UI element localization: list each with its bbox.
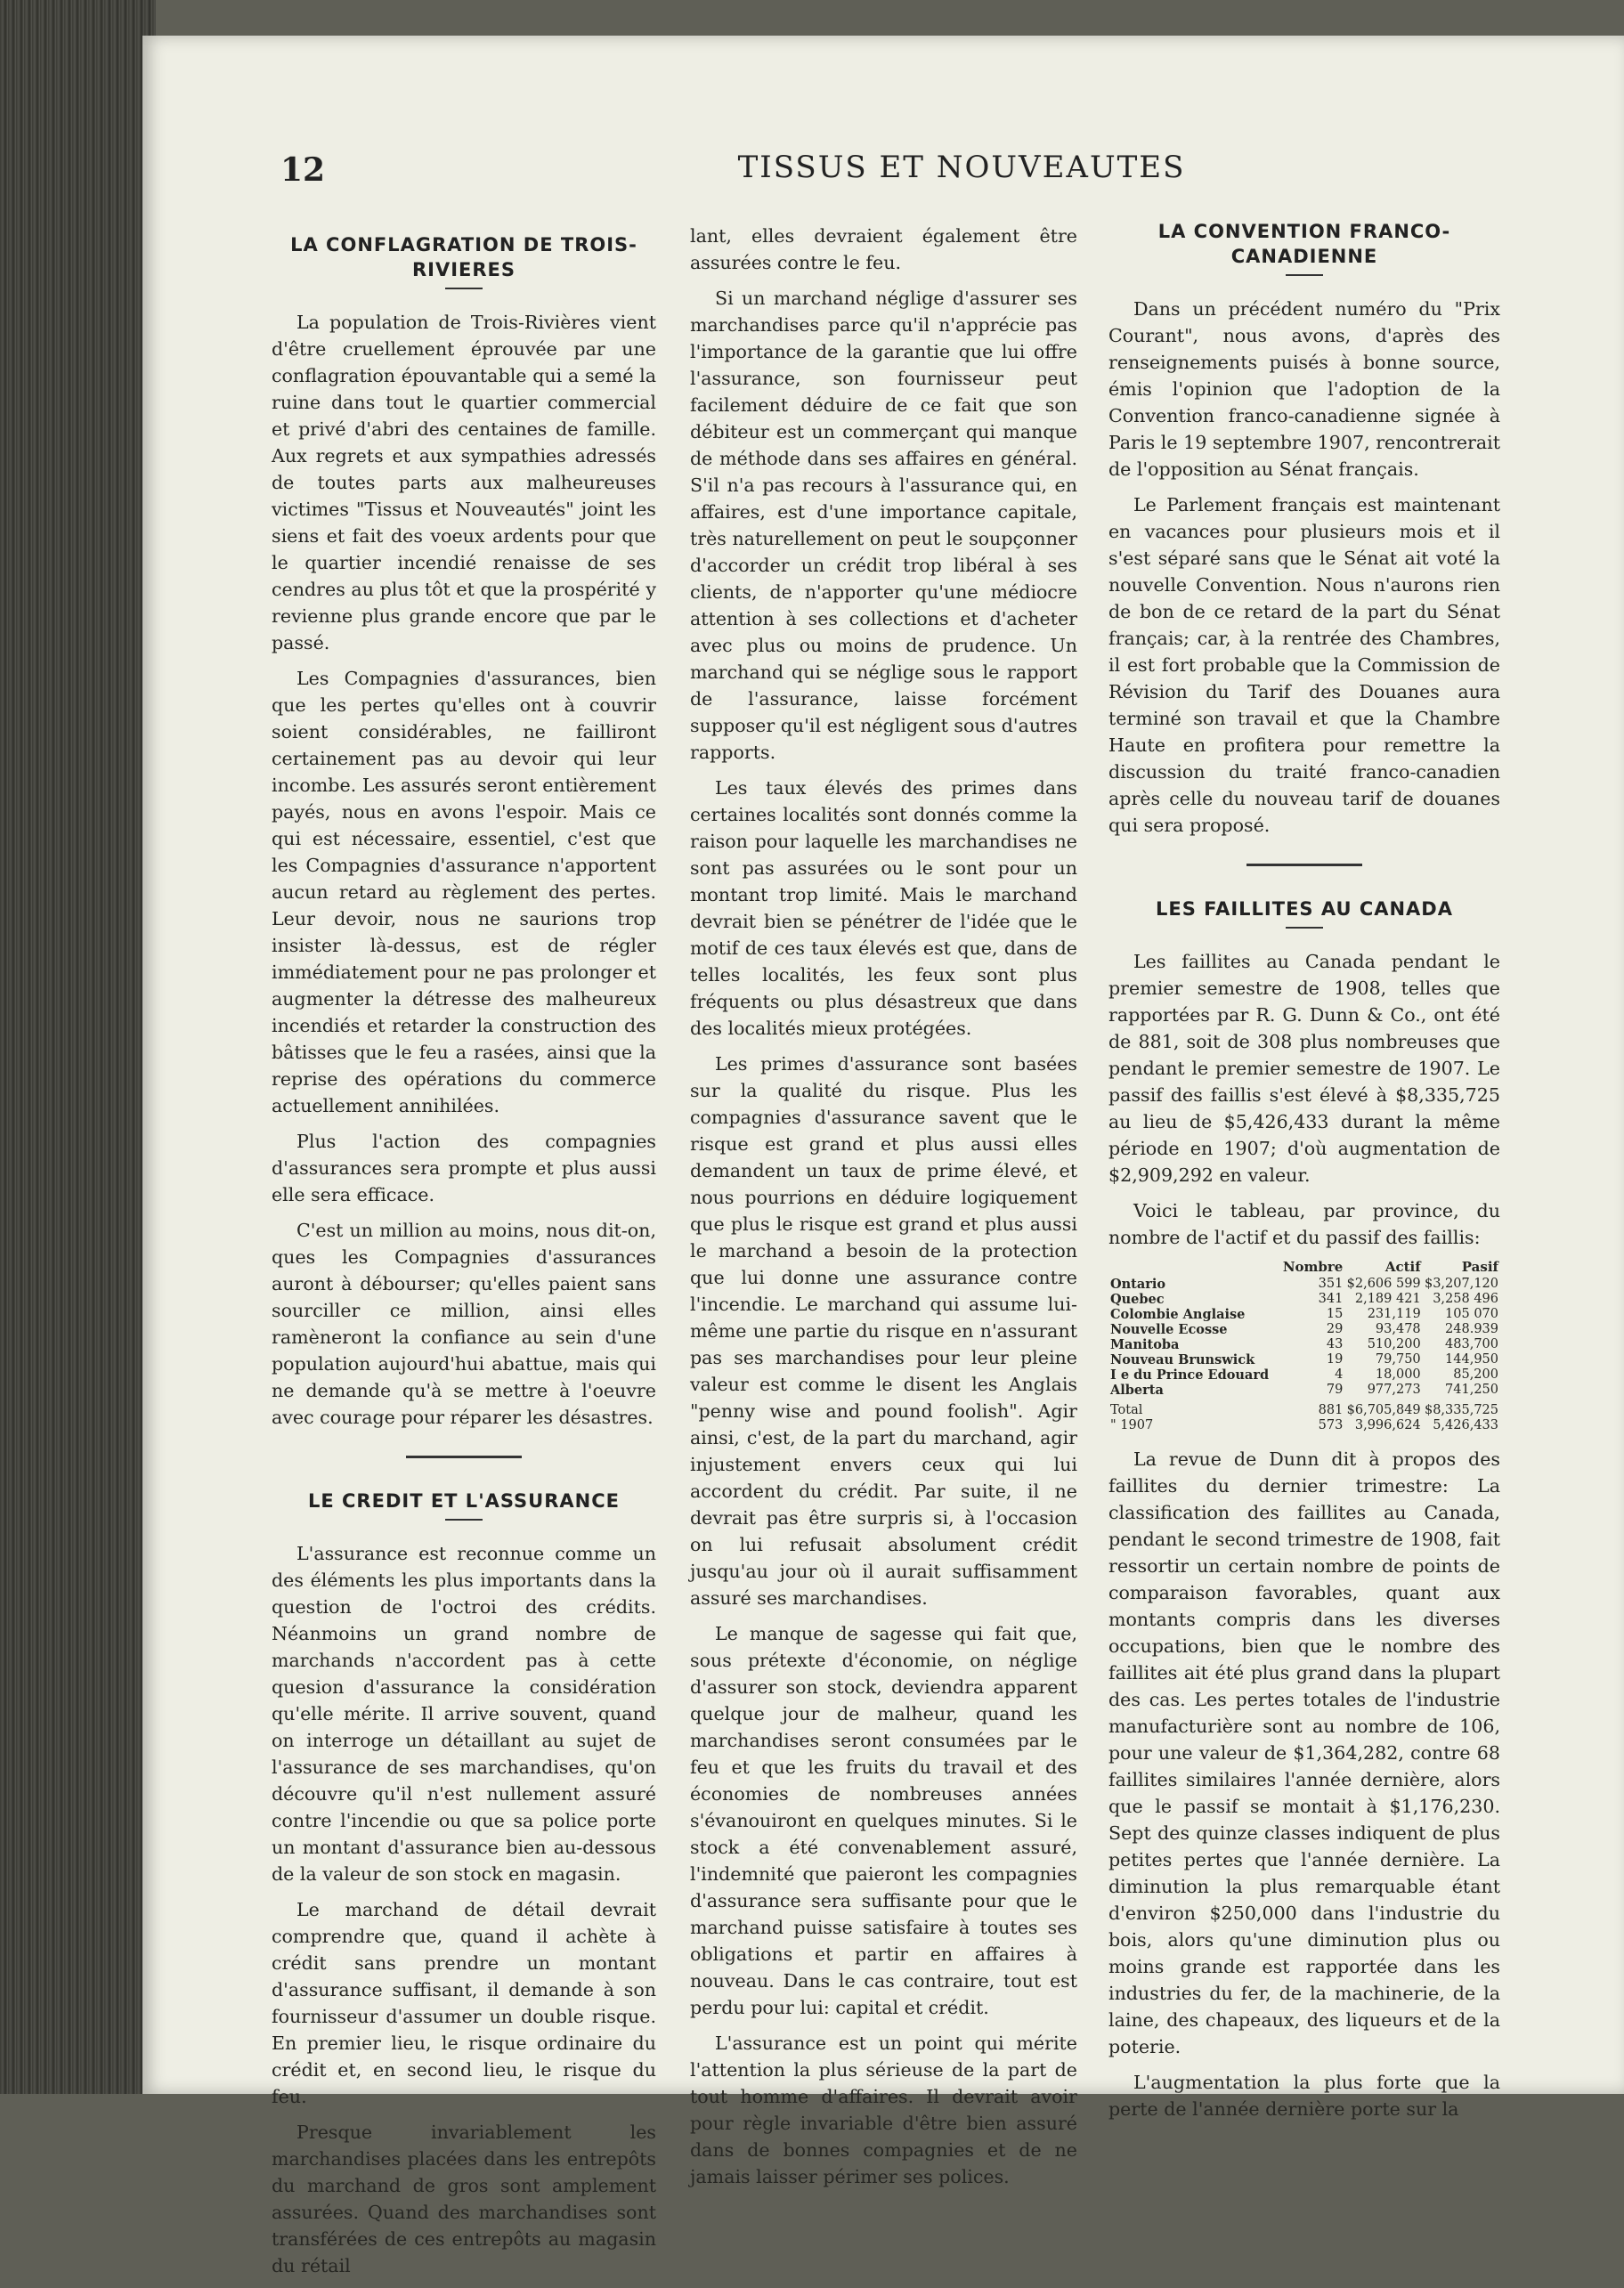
table-row [1108, 1292, 1500, 1307]
table-cell: 79 [1326, 1383, 1344, 1397]
table-row [1108, 1277, 1500, 1292]
paragraph: La population de Trois-Rivières vient d'être cruellement éprouvée par une conflagration épouvantable qui a semé la ruine dans tout le quartier commercial et privé d'abri des centaines de famille. Aux regrets et aux sympathies adressés de toutes parts aux malheureuses victimes "Tissus et Nouveautés" joint les siens et fait des voeux ardents pour que le quartier incendié renaisse de ses cendres au plus tôt et que la prospérité y revienne plus grande encore que par le passé. [272, 312, 656, 653]
running-title: TISSUS ET NOUVEAUTES [737, 150, 1186, 185]
table-cell: 231,119 [1367, 1307, 1421, 1321]
table-cell: 43 [1326, 1337, 1344, 1351]
table-cell: 741,250 [1445, 1383, 1498, 1397]
table-header: Pasif [1461, 1259, 1498, 1275]
table-cell: Quebec [1110, 1292, 1165, 1307]
paragraph: La revue de Dunn dit à propos des faillites du dernier trimestre: La classification des faillites au Canada, pendant le second trimestre de 1908, fait ressortir un certain nombre de points de comparaison favorables, quant aux montants compris dans les diverses occupations, bien que le nombre des faillites ait été plus grand dans la plupart des cas. Les pertes totales de l'industrie manufacturière sont au nombre de 106, pour une valeur de $1,364,282, contre 68 faillites similaires l'année dernière, alors que le passif se montait à $1,176,230. Sept des quinze classes indiquent de plus petites pertes que l'année dernière. La diminution la plus remarquable étant d'environ $250,000 dans l'industrie du bois, alors qu'une diminution plus ou moins grande est rapportée dans les industries du fer, de la machinerie, de la laine, des chapeaux, des liqueurs et de la poterie. [1108, 1448, 1500, 2057]
paragraph: Les primes d'assurance sont basées sur la qualité du risque. Plus les compagnies d'assurance savent que le risque est grand et plus aussi elles demandent un taux de prime élevé, et nous pourrions en déduire logiquement que plus le risque est grand et plus aussi le marchand a besoin de la protection que lui donne une assurance contre l'incendie. Le marchand qui assume lui-même une partie du risque en n'assurant pas ses marchandises pour leur pleine valeur est comme le disent les Anglais "penny wise and pound foolish". Agir ainsi, c'est, de la part du marchand, agir injustement envers ceux qui lui accordent du crédit. Par suite, il ne devrait pas être surpris si, à l'occasion on lui refusait absolument crédit jusqu'au jour où il aurait suffisamment assuré ses marchandises. [690, 1053, 1077, 1609]
paragraph: L'augmentation la plus forte que la perte de l'année dernière porte sur la [1108, 2072, 1500, 2120]
table-cell: 144,950 [1445, 1352, 1498, 1367]
paragraph: Les taux élevés des primes dans certaines localités sont donnés comme la raison pour laquelle les marchandises ne sont pas assurées ou le sont pour un montant trop limité. Mais le marchand devrait bien se pénétrer de l'idée que le motif de ces taux élevés est que, dans de telles localités, les feux sont plus fréquents ou plus désastreux que dans des localités mieux protégées. [690, 777, 1077, 1039]
table-total-row [1108, 1398, 1500, 1418]
page-number: 12 [280, 151, 326, 189]
table-cell: 510,200 [1367, 1337, 1421, 1351]
paragraph: Le Parlement français est maintenant en vacances pour plusieurs mois et il s'est séparé sans que le Sénat ait voté la nouvelle Convention. Nous n'aurons rien de bon de ce retard de la part du Sénat français; car, à la rentrée des Chambres, il est fort probable que la Commission de Révision du Tarif des Douanes aura terminé son travail et que la Chambre Haute en profitera pour remettre la discussion du traité franco-canadien après celle du nouveau tarif de douanes qui sera proposé. [1108, 494, 1500, 836]
table-cell: 15 [1326, 1307, 1344, 1321]
paragraph: Les faillites au Canada pendant le premier semestre de 1908, telles que rapportées par R. G. Dunn & Co., ont été de 881, soit de 308 plus nombreuses que pendant le premier semestre de 1907. Le passif des faillis s'est élevé à $8,335,725 au lieu de $5,426,433 durant la même période en 1907; d'où augmentation de $2,909,292 en valeur. [1108, 951, 1500, 1186]
table-cell: 18,000 [1375, 1367, 1421, 1382]
paragraph: Presque invariablement les marchandises placées dans les entrepôts du marchand de gros sont amplement assurées. Quand des marchandises sont transférées de ces entrepôts au magasin du rétail [272, 2122, 656, 2276]
table-header-row [1108, 1260, 1500, 1277]
table-header [1108, 1260, 1281, 1277]
table-cell: 351 [1318, 1277, 1344, 1291]
table-cell: 573 [1318, 1418, 1344, 1432]
table-row [1108, 1337, 1500, 1352]
table-total-1907-row [1108, 1418, 1500, 1433]
table-cell: 5,426,433 [1433, 1418, 1498, 1432]
table-cell: 977,273 [1367, 1383, 1421, 1397]
paragraph: C'est un million au moins, nous dit-on, ques les Compagnies d'assurances auront à débourser; qu'elles paient sans sourciller ce million, ainsi elles ramèneront la confiance au sein d'une population aujourd'hui abattue, mais qui ne demande qu'à se mettre à l'oeuvre avec courage pour réparer les désastres. [272, 1220, 656, 1428]
table-cell: 3,258 496 [1433, 1292, 1498, 1306]
table-cell: 3,996,624 [1354, 1418, 1421, 1432]
table-cell: 341 [1318, 1292, 1344, 1306]
table-header: Nombre [1282, 1259, 1344, 1275]
table-cell: Colombie Anglaise [1110, 1307, 1246, 1322]
headline-conflagration: LA CONFLAGRATION DE TROIS-RIVIERES [290, 234, 637, 280]
table-cell: $3,207,120 [1424, 1277, 1498, 1291]
divider [445, 288, 483, 289]
table-cell: 19 [1326, 1352, 1344, 1367]
table-cell: " 1907 [1110, 1418, 1154, 1432]
table-cell: 29 [1326, 1322, 1344, 1336]
column-2 [690, 223, 1077, 2199]
paragraph: Voici le tableau, par province, du nombre de l'actif et du passif des faillis: [1108, 1200, 1500, 1248]
column-1 [272, 227, 656, 2288]
table-row [1108, 1367, 1500, 1383]
table-cell: Total [1110, 1403, 1143, 1417]
paragraph: Dans un précédent numéro du "Prix Courant", nous avons, d'après des renseignements puisés à bonne source, émis l'opinion que l'adoption de la Convention franco-canadienne signée à Paris le 19 septembre 1907, rencontrerait de l'opposition au Sénat français. [1108, 298, 1500, 480]
table-cell: $8,335,725 [1424, 1403, 1498, 1417]
paragraph: lant, elles devraient également être assurées contre le feu. [690, 225, 1077, 273]
table-cell: $2,606 599 [1346, 1277, 1421, 1291]
divider [445, 1519, 483, 1521]
paragraph: Le manque de sagesse qui fait que, sous prétexte d'économie, on néglige d'assurer son stock, deviendra apparent quelque jour de malheur, quand les marchandises seront consumées par le feu et que les fruits du travail et des économies de nombreuses années s'évanouiront en quelques minutes. Si le stock a été convenablement assuré, l'indemnité que paieront les compagnies d'assurance sera suffisante pour que le marchand puisse satisfaire à toutes ses obligations et partir en affaires à nouveau. Dans le cas contraire, tout est perdu pour lui: capital et crédit. [690, 1623, 1077, 2018]
table-cell: 4 [1335, 1367, 1344, 1382]
table-cell: 105 070 [1445, 1307, 1498, 1321]
table-cell: 881 [1318, 1403, 1344, 1417]
magazine-page [142, 36, 1624, 2276]
paragraph: L'assurance est reconnue comme un des éléments les plus importants dans la question de l'octroi des crédits. Néanmoins un grand nombre de marchands n'accordent pas à cette quesion d'assurance la considération qu'elle mérite. Il arrive souvent, quand on interroge un détaillant au sujet de l'assurance de ses marchandises, qu'on découvre qu'il n'est nullement assuré contre l'incendie ou que sa police porte un montant d'assurance bien au-dessous de la valeur de son stock en magasin. [272, 1543, 656, 1885]
table-cell: Ontario [1110, 1277, 1166, 1292]
table-cell: 2,189 421 [1354, 1292, 1421, 1306]
divider [1286, 274, 1323, 276]
faillites-table [1108, 1260, 1500, 1433]
section-divider [1246, 864, 1362, 866]
table-cell: 85,200 [1453, 1367, 1498, 1382]
table-cell: 248.939 [1445, 1322, 1498, 1336]
headline-credit-assurance: LE CREDIT ET L'ASSURANCE [307, 1490, 620, 1512]
table-header: Actif [1384, 1259, 1421, 1275]
paragraph: Plus l'action des compagnies d'assurances sera prompte et plus aussi elle sera efficace. [272, 1131, 656, 1205]
table-row [1108, 1307, 1500, 1322]
paragraph: L'assurance est un point qui mérite l'attention la plus sérieuse de la part de tout homme d'affaires. Il devrait avoir pour règle invariable d'être bien assuré dans de bonnes compagnies et de ne jamais laisser périmer ses polices. [690, 2032, 1077, 2187]
table-cell: $6,705,849 [1346, 1403, 1421, 1417]
headline-convention: LA CONVENTION FRANCO-CANADIENNE [1157, 221, 1451, 267]
book-page-edges [0, 0, 156, 2094]
column-3 [1108, 214, 1500, 2131]
table-cell: Nouveau Brunswick [1110, 1352, 1255, 1367]
table-cell: I e du Prince Edouard [1110, 1367, 1270, 1383]
table-cell: Manitoba [1110, 1337, 1180, 1352]
table-cell: 483,700 [1445, 1337, 1498, 1351]
table-cell: 93,478 [1375, 1322, 1421, 1336]
divider [1286, 927, 1323, 929]
section-divider [406, 1456, 522, 1458]
table-cell: Nouvelle Ecosse [1110, 1322, 1228, 1337]
paragraph: Les Compagnies d'assurances, bien que les pertes qu'elles ont à couvrir soient considérables, ne failliront certainement pas au devoir qui leur incombe. Les assurés seront entièrement payés, nous en avons l'espoir. Mais ce qui est nécessaire, essentiel, c'est que les Compagnies d'assurance n'apportent aucun retard au règlement des pertes. Leur devoir, nous ne saurions trop insister là-dessus, est de régler immédiatement pour ne pas prolonger et augmenter la détresse des malheureux incendiés et retarder la construction des bâtisses que le feu a rasées, ainsi que la reprise des opérations du commerce actuellement annihilées. [272, 668, 656, 1116]
paragraph: Le marchand de détail devrait comprendre que, quand il achète à crédit sans prendre un montant d'assurance suffisant, il demande à son fournisseur d'assumer un double risque. En premier lieu, le risque ordinaire du crédit et, en second lieu, le risque du feu. [272, 1899, 656, 2107]
paragraph: Si un marchand néglige d'assurer ses marchandises parce qu'il n'apprécie pas l'importance de la garantie que lui offre l'assurance, son fournisseur peut facilement déduire de ce fait que son débiteur est un commerçant qui manque de méthode dans ses affaires en général. S'il n'a pas recours à l'assurance qui, en affaires, est d'une importance capitale, très naturellement on peut le soupçonner d'accorder un crédit trop libéral à ses clients, de n'apporter qu'une médiocre attention à ses collections et d'acheter avec plus ou moins de prudence. Un marchand qui se néglige sous le rapport de l'assurance, laisse forcément supposer qu'il est négligent sous d'autres rapports. [690, 288, 1078, 763]
table-cell: Alberta [1110, 1383, 1164, 1398]
table-row [1108, 1383, 1500, 1398]
table-row [1108, 1352, 1500, 1367]
table-row [1108, 1322, 1500, 1337]
headline-faillites: LES FAILLITES AU CANADA [1156, 898, 1453, 920]
table-cell: 79,750 [1375, 1352, 1421, 1367]
